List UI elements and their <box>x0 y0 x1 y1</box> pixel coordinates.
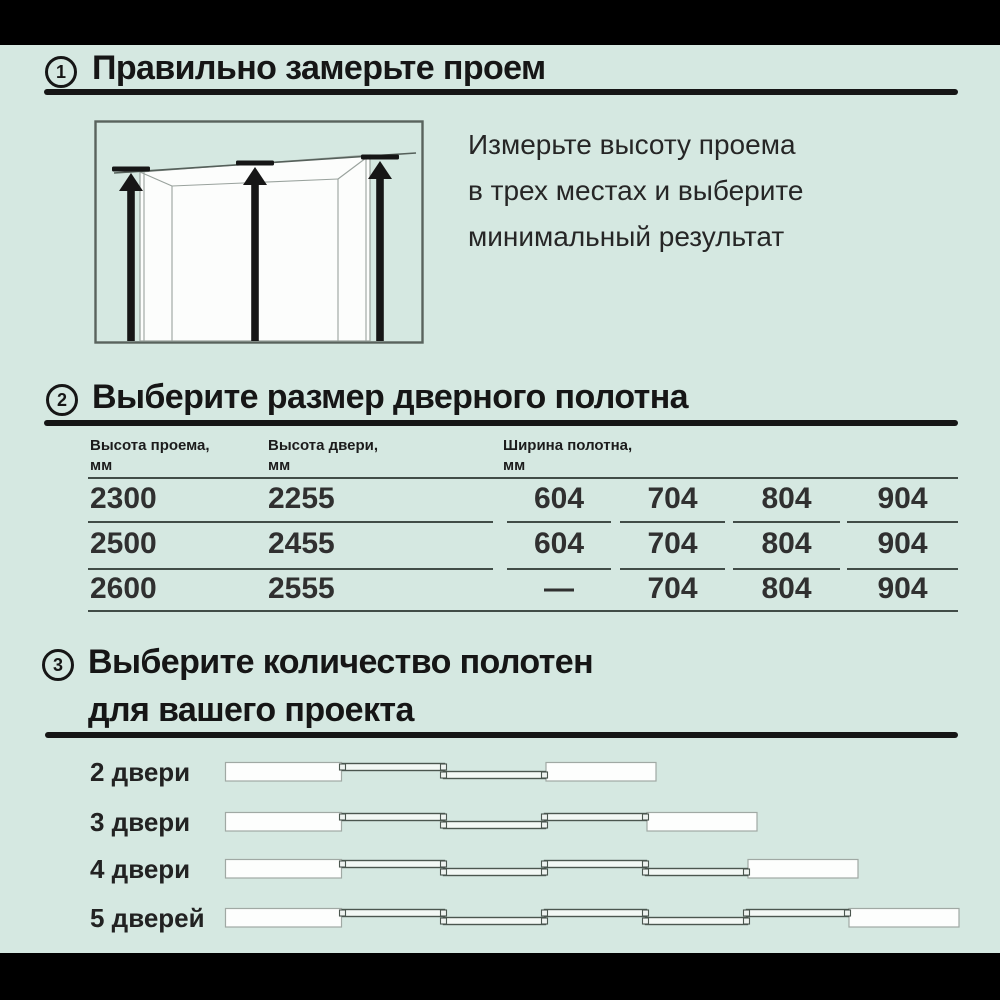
table-header-col-2-line-1: Высота двери, <box>268 437 379 454</box>
row-separator-segment <box>733 568 840 570</box>
row-separator-segment <box>733 521 840 523</box>
hinge-node <box>542 869 548 875</box>
panel-width-value: 704 <box>647 527 698 560</box>
hinge-node <box>340 861 346 867</box>
hinge-node <box>441 764 447 770</box>
door-count-label: 3 двери <box>90 807 191 837</box>
section-3-rule <box>45 732 958 738</box>
panel-width-value: 804 <box>761 527 812 560</box>
table-header-col-1-line-2: мм <box>90 457 113 474</box>
door-panel-bar <box>343 814 445 821</box>
wall-segment-right <box>849 909 959 928</box>
row-separator-segment <box>507 521 611 523</box>
door-panel-bar <box>545 910 647 917</box>
door-count-label: 5 дверей <box>90 903 205 933</box>
door-layout-4-panels <box>225 857 858 881</box>
section-1-title: Правильно замерьте проем <box>92 49 546 87</box>
hinge-node <box>340 910 346 916</box>
door-panel-bar <box>545 861 647 868</box>
door-panel-bar <box>444 822 546 829</box>
opening-height-value: 2600 <box>90 572 157 605</box>
panel-width-value: 704 <box>647 482 698 515</box>
door-panel-bar <box>444 918 546 925</box>
wall-segment-right <box>647 813 757 832</box>
section-2-title: Выберите размер дверного полотна <box>92 378 688 416</box>
table-header-col-2 <box>268 436 378 476</box>
door-panel-bar <box>646 869 748 876</box>
row-separator-segment <box>847 568 958 570</box>
hinge-node <box>542 814 548 820</box>
hinge-node <box>340 814 346 820</box>
table-bottom-rule <box>88 610 958 612</box>
step-3-badge <box>42 649 74 681</box>
panel-width-value: 704 <box>647 572 698 605</box>
wall-segment-left <box>226 813 342 832</box>
table-header-col-2-line-2: мм <box>268 457 291 474</box>
door-panel-bar <box>343 764 445 771</box>
door-height-value: 2455 <box>268 527 335 560</box>
instruction-line-3: минимальный результат <box>468 221 785 252</box>
hinge-node <box>643 814 649 820</box>
hinge-node <box>441 869 447 875</box>
door-panel-bar <box>545 814 647 821</box>
section-3-title-line-1: Выберите количество полотен <box>88 643 594 681</box>
door-layout-2-panels <box>225 760 656 784</box>
door-panel-bar <box>444 869 546 876</box>
wall-segment-left <box>226 763 342 782</box>
door-height-value: 2255 <box>268 482 335 515</box>
opening-height-value: 2500 <box>90 527 157 560</box>
wall-segment-right <box>748 860 858 879</box>
door-panel-bar <box>343 861 445 868</box>
hinge-node <box>643 861 649 867</box>
step-1-number: 1 <box>55 61 66 82</box>
row-separator-segment <box>88 521 493 523</box>
table-header-col-1 <box>90 436 210 476</box>
hinge-node <box>845 910 851 916</box>
top-letterbox-bar <box>0 0 1000 45</box>
door-layout-3-panels <box>225 810 757 834</box>
panel-width-value: 604 <box>533 527 585 560</box>
hinge-node <box>744 869 750 875</box>
hinge-node <box>542 861 548 867</box>
door-opening-diagram <box>94 120 424 344</box>
table-header-col-3-line-2: мм <box>503 457 526 474</box>
hinge-node <box>441 910 447 916</box>
panel-width-value: 904 <box>877 527 928 560</box>
hinge-node <box>441 814 447 820</box>
row-separator-segment <box>88 568 493 570</box>
hinge-node <box>441 861 447 867</box>
section-3-title-line-2: для вашего проекта <box>88 691 414 729</box>
hinge-node <box>744 910 750 916</box>
panel-width-value: 904 <box>877 482 928 515</box>
panel-width-value: 804 <box>761 572 812 605</box>
section-2-rule <box>44 420 958 426</box>
wall-segment-right <box>546 763 656 782</box>
hinge-node <box>340 764 346 770</box>
row-separator-segment <box>620 568 725 570</box>
section-1-rule <box>44 89 958 95</box>
step-1-badge <box>45 56 77 88</box>
hinge-node <box>441 822 447 828</box>
opening-height-value: 2300 <box>90 482 157 515</box>
instruction-line-1: Измерьте высоту проема <box>468 129 796 160</box>
panel-width-value: 904 <box>877 572 928 605</box>
hinge-node <box>542 910 548 916</box>
door-count-label: 2 двери <box>90 757 191 787</box>
hinge-node <box>643 869 649 875</box>
hinge-node <box>643 918 649 924</box>
panel-width-value: — <box>544 572 574 605</box>
hinge-node <box>643 910 649 916</box>
hinge-node <box>542 772 548 778</box>
door-panel-bar <box>343 910 445 917</box>
door-layout-5-panels <box>225 906 959 930</box>
row-separator-segment <box>507 568 611 570</box>
hinge-node <box>441 918 447 924</box>
bottom-letterbox-bar <box>0 953 1000 1000</box>
panel-width-value: 804 <box>761 482 812 515</box>
table-header-col-1-line-1: Высота проема, <box>90 437 210 454</box>
hinge-node <box>441 772 447 778</box>
door-panel-bar <box>646 918 748 925</box>
step-2-badge <box>46 384 78 416</box>
door-count-label: 4 двери <box>90 854 191 884</box>
wall-segment-left <box>226 860 342 879</box>
row-separator-segment <box>847 521 958 523</box>
hinge-node <box>744 918 750 924</box>
hinge-node <box>542 822 548 828</box>
table-header-col-3 <box>503 436 632 476</box>
measure-instruction <box>468 122 803 260</box>
step-2-number: 2 <box>56 389 67 410</box>
door-panel-bar <box>747 910 849 917</box>
table-header-rule <box>88 477 958 479</box>
instruction-line-2: в трех местах и выберите <box>468 175 804 206</box>
hinge-node <box>542 918 548 924</box>
panel-width-value: 604 <box>533 482 585 515</box>
row-separator-segment <box>620 521 725 523</box>
table-header-col-3-line-1: Ширина полотна, <box>503 437 633 454</box>
door-panel-bar <box>444 772 546 779</box>
wall-segment-left <box>226 909 342 928</box>
step-3-number: 3 <box>52 654 63 675</box>
door-height-value: 2555 <box>268 572 335 605</box>
